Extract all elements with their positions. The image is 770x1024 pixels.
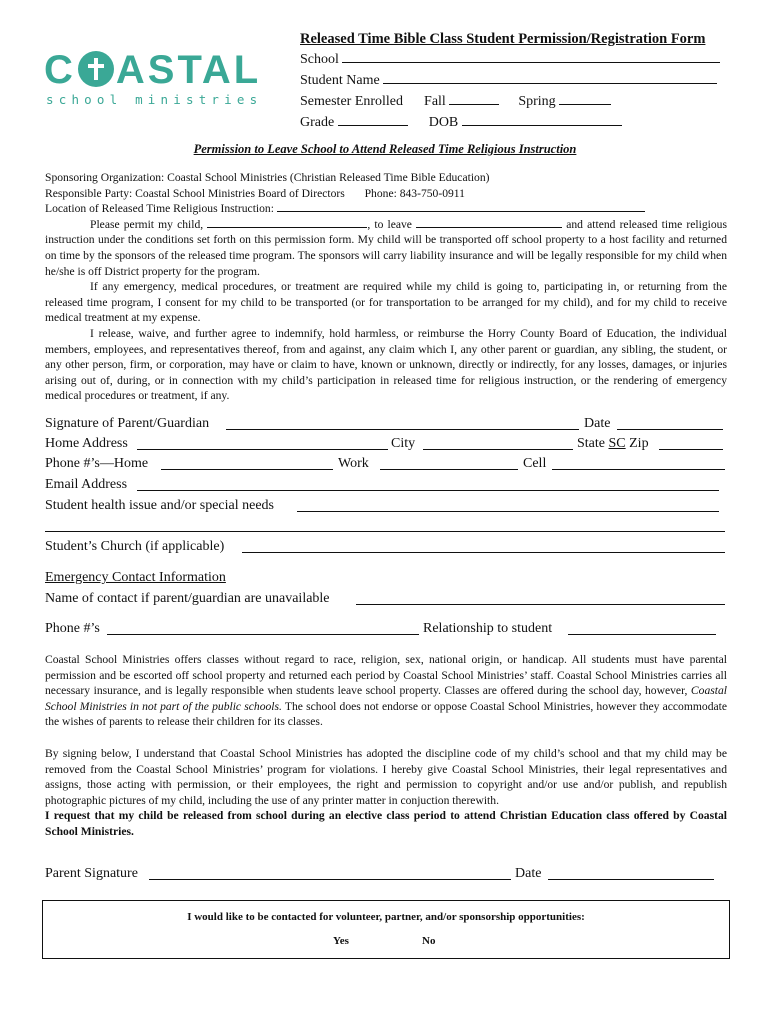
child-name-field[interactable] [207, 217, 367, 228]
location-line [45, 201, 727, 217]
location-label: Location of Released Time Religious Instruction: [45, 202, 274, 216]
spring-label: Spring [518, 94, 556, 109]
responsible-party: Responsible Party: Coastal School Ministries Board of Directors [45, 186, 345, 200]
parent-signature-label: Parent Signature [45, 866, 138, 881]
sponsoring-organization: Sponsoring Organization: Coastal School Ministries (Christian Released Time Bible Education) [45, 171, 490, 184]
phone-home-field[interactable] [161, 454, 333, 470]
emergency-phone-field[interactable] [107, 619, 419, 635]
signature-field[interactable] [226, 414, 579, 430]
cell-label: Cell [523, 456, 547, 471]
discipline-paragraph: By signing below, I understand that Coastal School Ministries has adopted the discipline code of my child’s school and that my child may be removed from the Coastal School Ministries’ program for violations. I hereby give Coastal School Ministries, their legal representatives and assigns, those acting with permission, or their employees, the right and permission to copyright and/or use and/or publish, and republish photographic pictures of my child, including the use of any printer matter in conjuction therewith. I request that my child be released from school during an elective class period to attend Christian Education class offered by Coastal School Ministries. [45, 747, 727, 838]
dob-field[interactable] [462, 111, 622, 126]
emergency-phone-label: Phone #’s [45, 621, 100, 636]
semester-label: Semester Enrolled [300, 94, 404, 109]
dob-label: DOB [428, 115, 459, 130]
permit-text-b: , to leave [367, 217, 412, 231]
contact-name-label: Name of contact if parent/guardian are unavailable [45, 591, 330, 606]
school-field[interactable] [342, 48, 720, 63]
state-value: SC [608, 436, 626, 451]
email-label: Email Address [45, 477, 128, 492]
parent-date-label: Date [515, 866, 542, 881]
work-label: Work [338, 456, 369, 471]
city-label: City [391, 436, 416, 451]
home-address-field[interactable] [137, 434, 388, 450]
school-label: School [300, 52, 339, 67]
yes-option[interactable]: Yes [333, 935, 349, 947]
date-field[interactable] [617, 414, 723, 430]
date-label: Date [584, 416, 611, 431]
permission-paragraph-1 [45, 217, 727, 279]
church-field[interactable] [242, 537, 725, 553]
form-title: Released Time Bible Class Student Permission/Registration Form [300, 31, 706, 47]
logo-wordmark: C ASTAL [44, 48, 262, 92]
church-label: Student’s Church (if applicable) [45, 539, 225, 554]
org-phone: Phone: 843-750-0911 [364, 186, 465, 200]
signature-label: Signature of Parent/Guardian [45, 416, 210, 431]
nondiscrimination-paragraph: Coastal School Ministries offers classes without regard to race, religion, sex, national origin, or handicap. All students must have parental permission and be escorted off school property and returned each period by Coastal School Ministries’ staff. Coastal School Ministries carries all necessary insurance, and is legally responsible when students leave school property. Classes are offered during the school day, however, Coastal School Ministries in not part of the public schools. The school does not endorse or oppose Coastal School Ministries, however they accommodate the wishes of parents to release their children for its classes. [45, 653, 728, 729]
state-label: State SC Zip [577, 436, 649, 451]
permit-text-c: and attend released time religious instruction under the conditions set forth on this permission form. My child will be transported off school property to a host facility and returned on time by the sponsors of the released time program. The sponsors will carry liability insurance and will be legally responsible for my child when he/she is off District property for the program. [45, 217, 727, 278]
parent-signature-field[interactable] [149, 864, 511, 880]
student-name-field[interactable] [383, 69, 717, 84]
health-label: Student health issue and/or special needs [45, 498, 274, 513]
coastal-logo [44, 48, 284, 114]
volunteer-contact-text: I would like to be contacted for volunteer, partner, and/or sponsorship opportunities: [187, 911, 585, 923]
fall-field[interactable] [449, 90, 499, 105]
volunteer-contact-box [42, 900, 730, 959]
health-field-line-2[interactable] [45, 516, 725, 532]
emergency-heading: Emergency Contact Information [45, 570, 226, 585]
leave-field[interactable] [416, 217, 562, 228]
form-subtitle: Permission to Leave School to Attend Released Time Religious Instruction [193, 142, 577, 156]
relationship-label: Relationship to student [423, 621, 553, 636]
permission-paragraph-2: If any emergency, medical procedures, or treatment are required while my child is going to, participating in, or returning from the released time program, I consent for my child to be transported (or for transportation to be arranged for my child), and for my child to receive medical treatment at my expense. [45, 280, 727, 325]
grade-field[interactable] [338, 111, 408, 126]
spring-field[interactable] [559, 90, 611, 105]
permission-paragraph-3: I release, waive, and further agree to indemnify, hold harmless, or reimburse the Horry County Board of Education, the individual members, employees, and representatives thereof, from and against, any claim which I, any other parent or guardian, any sibling, the student, or any other person, firm, or corporation, may have or claim to have, known or unknown, directly or indirectly, for any losses, damages, or injuries arising out of, during, or in connection with my child’s participation in released time for religious instruction, or the rendering of emergency medical procedures or treatment, if any. [45, 326, 727, 403]
city-field[interactable] [423, 434, 573, 450]
release-request: I request that my child be released from school during an elective class period to attend Christian Education class offered by Coastal School Ministries. [45, 809, 727, 838]
parent-date-field[interactable] [548, 864, 714, 880]
responsible-party-line [45, 186, 727, 202]
fall-label: Fall [424, 94, 446, 109]
not-public-school-note: Coastal School Ministries in not part of the public schools. [45, 684, 727, 713]
health-field[interactable] [297, 496, 719, 512]
form-header [300, 30, 730, 132]
location-field[interactable] [277, 201, 645, 212]
work-field[interactable] [380, 454, 518, 470]
no-option[interactable]: No [422, 935, 436, 947]
relationship-field[interactable] [568, 619, 716, 635]
zip-field[interactable] [659, 434, 723, 450]
phone-home-label: Phone #’s—Home [45, 456, 149, 471]
grade-label: Grade [300, 115, 335, 130]
permit-text-a: Please permit my child, [90, 217, 204, 231]
cross-icon [78, 51, 114, 87]
permission-section [45, 170, 727, 404]
contact-name-field[interactable] [356, 589, 725, 605]
home-address-label: Home Address [45, 436, 128, 451]
student-name-label: Student Name [300, 73, 380, 88]
cell-field[interactable] [552, 454, 725, 470]
logo-subline: school ministries [46, 92, 263, 107]
email-field[interactable] [137, 475, 719, 491]
